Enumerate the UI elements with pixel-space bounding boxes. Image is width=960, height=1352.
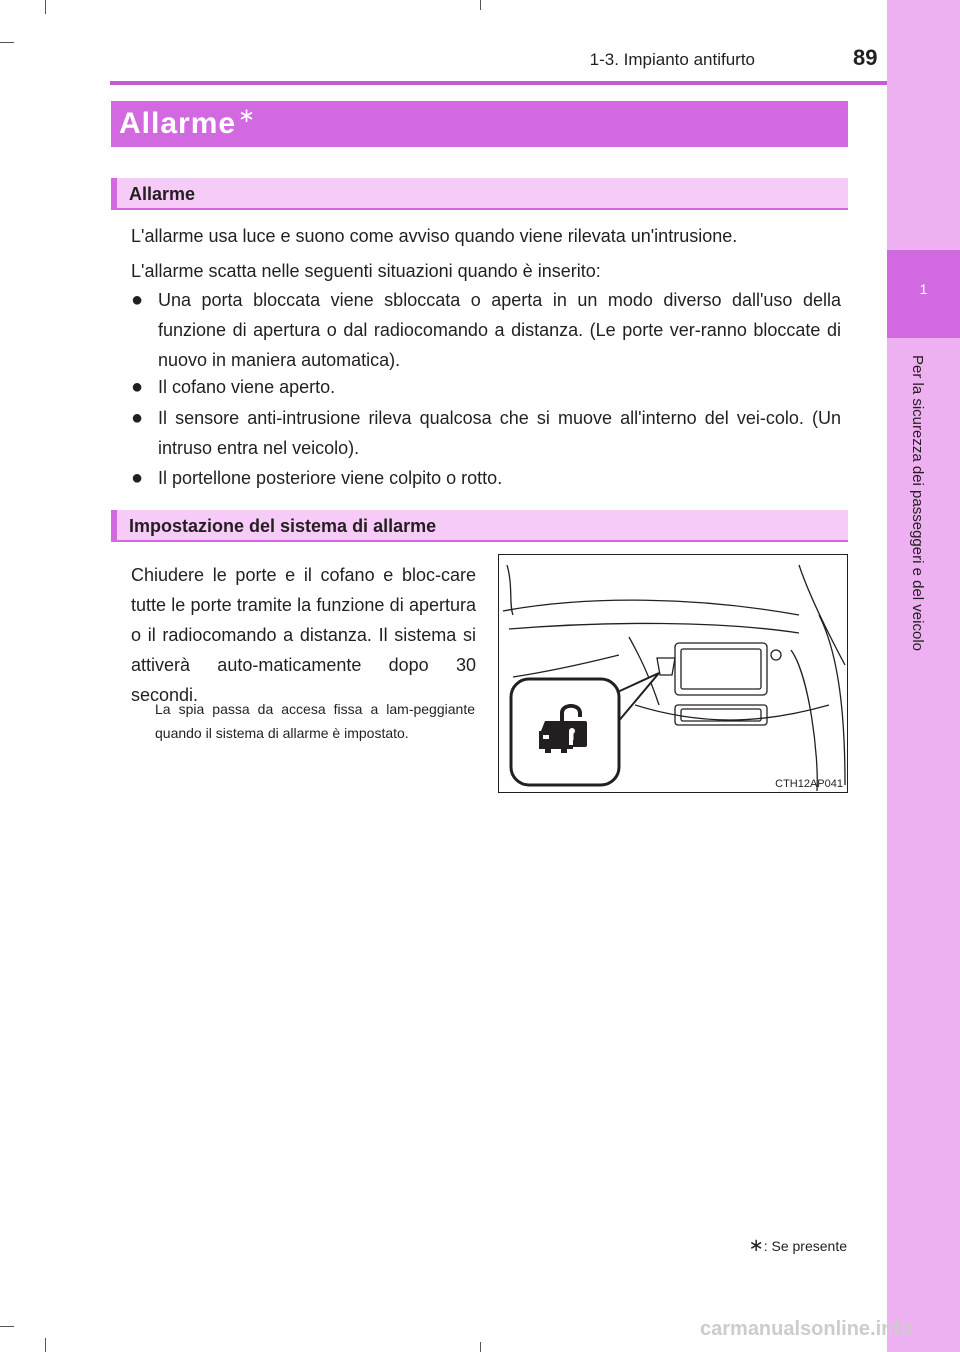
setting-body: Chiudere le porte e il cofano e bloc-care tutte le porte tramite la funzione di apertura o il radiocomando a distanza. Il sistema si attiverà auto-maticamente dopo 30 secondi.	[131, 565, 476, 705]
bullet-icon: ●	[131, 376, 144, 398]
list-item	[131, 285, 841, 375]
crop-mark	[45, 0, 46, 14]
alarm-lead: L'allarme scatta nelle seguenti situazioni quando è inserito:	[131, 261, 601, 281]
header-section-title: 1-3. Impianto antifurto	[589, 50, 755, 69]
list-item	[131, 372, 841, 402]
section-heading-alarm: Allarme	[111, 178, 848, 210]
crop-mark	[0, 42, 14, 43]
footnote-marker: ∗	[748, 1235, 764, 1255]
page-title-text: Allarme	[119, 107, 237, 140]
list-item-text: Il sensore anti-intrusione rileva qualcosa che si muove all'interno del vei-colo. (Un intruso entra nel veicolo).	[158, 408, 841, 458]
crop-mark	[0, 1326, 14, 1327]
bullet-icon: ●	[131, 289, 144, 311]
list-item-text: Il portellone posteriore viene colpito o rotto.	[158, 468, 503, 488]
crop-mark	[480, 1342, 481, 1352]
section-heading-setting: Impostazione del sistema di allarme	[111, 510, 848, 542]
watermark: carmanualsonline.info	[700, 1318, 913, 1340]
side-strip	[887, 0, 960, 1352]
chapter-number: 1	[919, 281, 928, 297]
footnote-text: : Se presente	[763, 1238, 847, 1254]
dashboard-illustration	[498, 554, 848, 793]
crop-mark	[480, 0, 481, 10]
setting-note: La spia passa da accesa fissa a lam-peggiante quando il sistema di allarme è impostato.	[155, 701, 475, 741]
crop-mark	[45, 1338, 46, 1352]
page-title	[111, 101, 848, 147]
footnote	[749, 1235, 847, 1256]
list-item-text: Il cofano viene aperto.	[158, 377, 336, 397]
bullet-icon: ●	[131, 467, 144, 489]
list-item	[131, 463, 841, 493]
optional-marker: ∗	[238, 105, 256, 127]
figure-id: CTH12AP041	[775, 778, 843, 790]
list-item-text: Una porta bloccata viene sbloccata o aperta in un modo diverso dall'uso della funzione di apertura o dal radiocomando a distanza. (Le porte ver-ranno bloccate di nuovo in maniera automatica).	[158, 290, 841, 370]
bullet-icon: ●	[131, 407, 144, 429]
list-item	[131, 403, 841, 463]
alarm-intro: L'allarme usa luce e suono come avviso quando viene rilevata un'intrusione.	[131, 226, 738, 246]
page-number: 89	[853, 45, 878, 70]
chapter-title: Per la sicurezza dei passeggeri e del veicolo	[909, 355, 926, 651]
header-rule	[110, 81, 887, 85]
dashboard-drawing	[499, 555, 849, 794]
